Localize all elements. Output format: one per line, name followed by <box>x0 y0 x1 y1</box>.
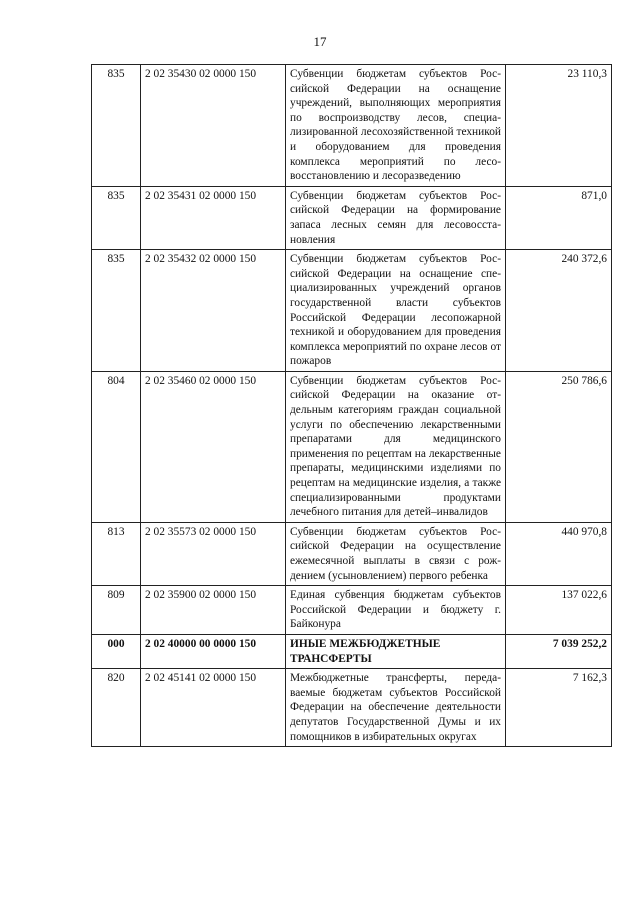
table-row <box>92 586 612 635</box>
table-row <box>92 371 612 522</box>
revenue-name-cell: Субвенции бюджетам субъектов Российской Федерации на оснащение специализированных учреждений органов государственной власти субъектов Российской Федерации лесопожарной техникой и оборудованием для проведения комплекса мероприятий по охране лесов от пожаров <box>286 250 506 372</box>
revenue-name-cell: Субвенции бюджетам субъектов Российской Федерации на формирование запаса лесных семян для лесовосстановления <box>286 186 506 249</box>
amount-cell: 23 110,3 <box>506 65 612 187</box>
revenue-name-cell: Единая субвенция бюджетам субъектов Российской Федерации и бюджету г. Байконура <box>286 586 506 635</box>
amount-cell: 137 022,6 <box>506 586 612 635</box>
administrator-code-cell: 835 <box>92 65 141 187</box>
table-row <box>92 186 612 249</box>
revenue-name-cell: Субвенции бюджетам субъектов Российской Федерации на оказание отдельным категориям граждан социальной услуги по обеспечению лекарственными препаратами для медицинского применения по рецептам на лекарственные препараты, медицинскими изделиями по рецептам на медицинские изделия, а также специализированными продуктами лечебного питания для детей–инвалидов <box>286 371 506 522</box>
amount-cell: 240 372,6 <box>506 250 612 372</box>
budget-classification-code-cell: 2 02 45141 02 0000 150 <box>141 669 286 747</box>
amount-cell: 440 970,8 <box>506 522 612 585</box>
table-row <box>92 65 612 187</box>
table-row <box>92 522 612 585</box>
administrator-code-cell: 813 <box>92 522 141 585</box>
administrator-code-cell: 835 <box>92 186 141 249</box>
budget-classification-code-cell: 2 02 40000 00 0000 150 <box>141 634 286 668</box>
amount-cell: 250 786,6 <box>506 371 612 522</box>
amount-cell: 7 162,3 <box>506 669 612 747</box>
administrator-code-cell: 000 <box>92 634 141 668</box>
table-section-row <box>92 634 612 668</box>
table-body <box>92 65 612 747</box>
table-row <box>92 250 612 372</box>
administrator-code-cell: 809 <box>92 586 141 635</box>
administrator-code-cell: 804 <box>92 371 141 522</box>
administrator-code-cell: 835 <box>92 250 141 372</box>
budget-classification-code-cell: 2 02 35573 02 0000 150 <box>141 522 286 585</box>
section-title-cell: ИНЫЕ МЕЖБЮДЖЕТНЫЕ ТРАНСФЕРТЫ <box>286 634 506 668</box>
administrator-code-cell: 820 <box>92 669 141 747</box>
budget-classification-code-cell: 2 02 35900 02 0000 150 <box>141 586 286 635</box>
budget-classification-code-cell: 2 02 35431 02 0000 150 <box>141 186 286 249</box>
page-number: 17 <box>313 34 327 49</box>
revenue-name-cell: Межбюджетные трансферты, передаваемые бюджетам субъектов Российской Федерации на обеспечение деятельности депутатов Государственной Думы и их помощников в избирательных округах <box>286 669 506 747</box>
revenue-name-cell: Субвенции бюджетам субъектов Российской Федерации на осуществление ежемесячной выплаты в связи с рождением (усыновлением) первого ребенка <box>286 522 506 585</box>
section-total-cell: 7 039 252,2 <box>506 634 612 668</box>
budget-classification-code-cell: 2 02 35432 02 0000 150 <box>141 250 286 372</box>
budget-classification-code-cell: 2 02 35430 02 0000 150 <box>141 65 286 187</box>
budget-revenue-table <box>91 64 612 747</box>
revenue-name-cell: Субвенции бюджетам субъектов Российской Федерации на оснащение учреждений, выполняющих мероприятия по воспроизводству лесов, специализированной лесохозяйственной техникой и оборудованием для проведения комплекса мероприятий по лесовосстановлению и лесоразведению <box>286 65 506 187</box>
budget-classification-code-cell: 2 02 35460 02 0000 150 <box>141 371 286 522</box>
table-row <box>92 669 612 747</box>
amount-cell: 871,0 <box>506 186 612 249</box>
